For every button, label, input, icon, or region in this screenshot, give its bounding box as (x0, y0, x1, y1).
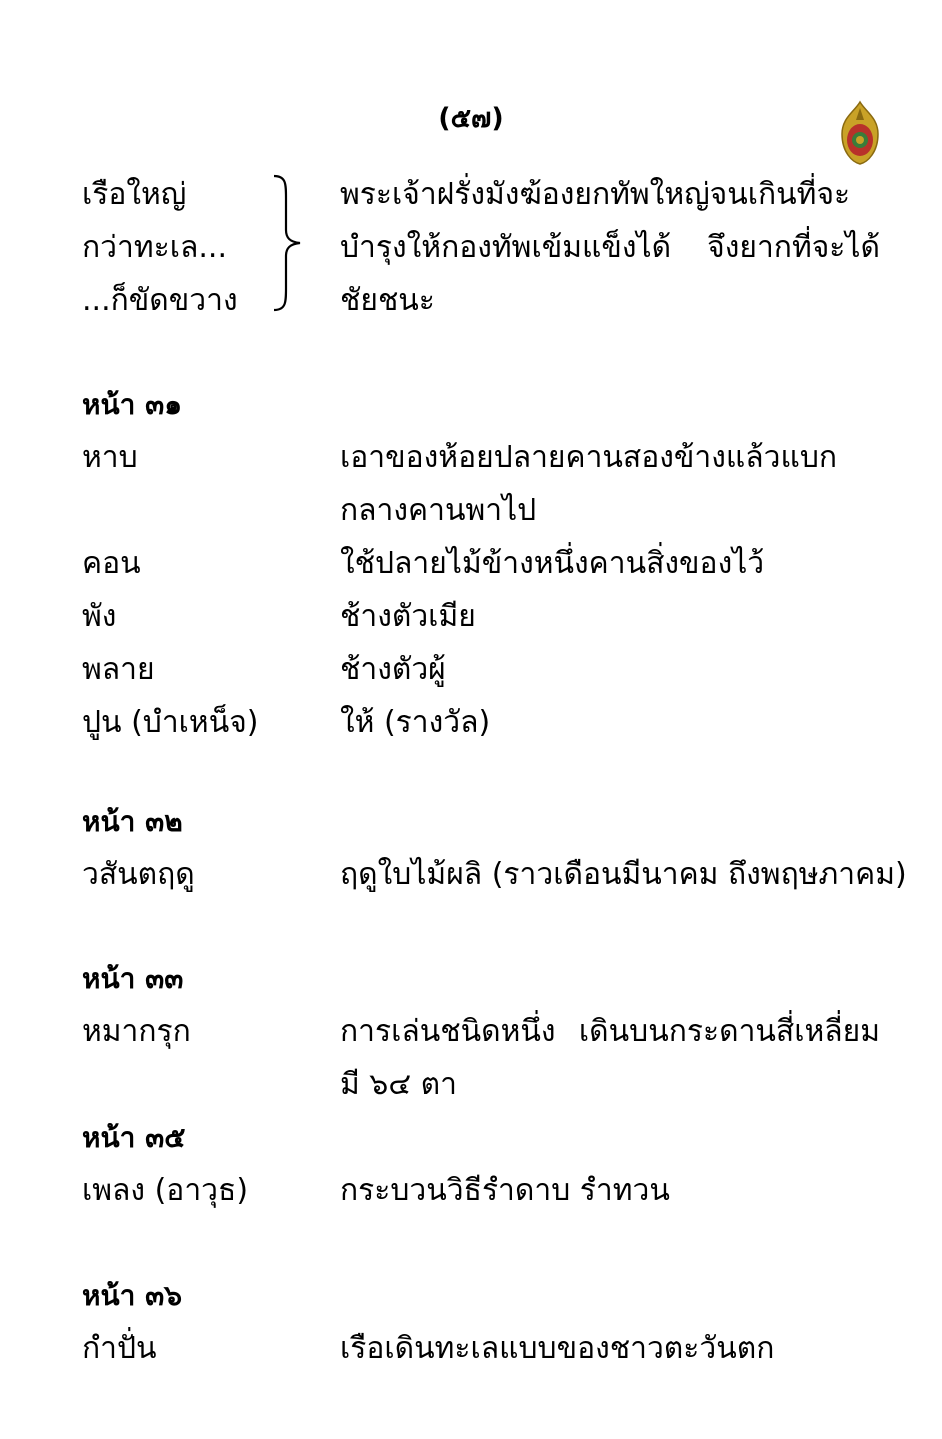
entry-row (82, 431, 882, 537)
entry-definition-line: เรือเดินทะเลแบบของชาวตะวันตก (340, 1331, 775, 1366)
section-heading: หน้า ๓๖ (82, 1279, 182, 1312)
entry-definition-line: ฤดูใบไม้ผลิ (ราวเดือนมีนาคม ถึงพฤษภาคม) (340, 857, 907, 892)
entry-definition-line: ช้างตัวผู้ (340, 652, 446, 687)
entry-row (82, 1322, 882, 1375)
def-line-2: ชัยชนะ (340, 283, 435, 318)
right-brace (270, 174, 306, 312)
term-1: กว่าทะเล... (82, 230, 227, 265)
entry-term: วสันตฤดู (82, 857, 195, 892)
entry-term: เพลง (อาวุธ) (82, 1173, 249, 1208)
entry-term: พัง (82, 599, 117, 634)
bracket-terms (82, 168, 238, 327)
section-page-32 (82, 795, 907, 901)
emblem-logo (834, 100, 886, 166)
entry-definition-line: กลางคานพาไป (340, 493, 537, 528)
bracket-definition (340, 168, 880, 327)
entry-definition-line: เอาของห้อยปลายคานสองข้างแล้วแบก (340, 440, 838, 475)
entry-term: คอน (82, 546, 141, 581)
entry-row (82, 1164, 882, 1217)
entry-definition-line: ให้ (รางวัล) (340, 705, 491, 740)
entry-term: กำปั่น (82, 1331, 157, 1366)
def-line-0: พระเจ้าฝรั่งมังฆ้องยกทัพใหญ่จนเกินที่จะ (340, 177, 851, 212)
entry-definition-line: ช้างตัวเมีย (340, 599, 476, 634)
entry-definition-line: มี ๖๔ ตา (340, 1067, 457, 1102)
def-line-1: บำรุงให้กองทัพเข้มแข็งได้ จึงยากที่จะได้ (340, 230, 880, 265)
section-heading: หน้า ๓๓ (82, 962, 184, 995)
section-heading: หน้า ๓๑ (82, 388, 182, 421)
page-number: (๕๗) (438, 103, 504, 134)
entry-term: ปูน (บำเหน็จ) (82, 705, 259, 740)
section-heading: หน้า ๓๕ (82, 1121, 186, 1154)
entry-term: หาบ (82, 440, 138, 475)
entry-row (82, 643, 882, 696)
entry-row (82, 1005, 882, 1111)
entry-definition-line: ใช้ปลายไม้ข้างหนึ่งคานสิ่งของไว้ (340, 546, 765, 581)
entry-definition-line: การเล่นชนิดหนึ่ง เดินบนกระดานสี่เหลี่ยม (340, 1014, 880, 1049)
bracket-group (0, 168, 942, 318)
entry-term: หมากรุก (82, 1014, 191, 1049)
entry-definition-line: กระบวนวิธีรำดาบ รำทวน (340, 1173, 670, 1208)
entry-row (82, 696, 882, 749)
entry-row (82, 537, 882, 590)
term-2: ...ก็ขัดขวาง (82, 283, 238, 318)
section-page-31 (82, 378, 882, 749)
entry-row (82, 848, 907, 901)
section-heading: หน้า ๓๒ (82, 805, 183, 838)
section-page-35 (82, 1111, 882, 1217)
section-page-36 (82, 1269, 882, 1375)
term-0: เรือใหญ่ (82, 177, 187, 212)
entry-term: พลาย (82, 652, 155, 687)
section-page-33 (82, 952, 882, 1111)
entry-row (82, 590, 882, 643)
